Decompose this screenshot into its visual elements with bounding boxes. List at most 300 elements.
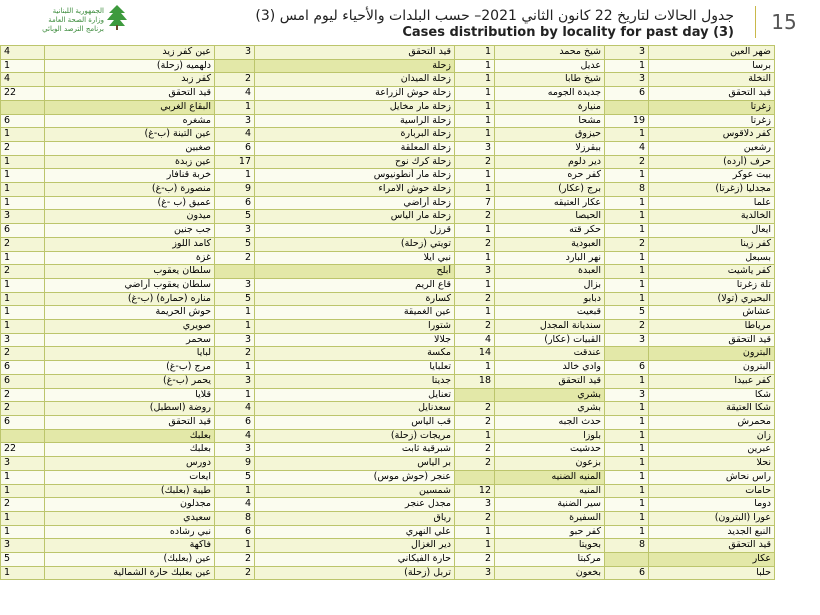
locality-cell: مجدل عنجر [255,498,455,512]
count-cell: 1 [455,128,495,142]
table-row [1,566,775,580]
table-row [1,388,775,402]
locality-cell: نحلا [649,457,775,471]
count-cell: 4 [605,141,649,155]
table-row [1,292,775,306]
locality-cell: كفر زينا [649,237,775,251]
table-row [1,374,775,388]
locality-cell: زحلة مار أنطونيوس [255,169,455,183]
count-cell: 1 [455,251,495,265]
table-row [1,251,775,265]
locality-cell: غزة [45,251,215,265]
locality-cell: أبلح [255,265,455,279]
count-cell: 4 [1,46,45,60]
count-cell [215,59,255,73]
locality-cell: سير الضنية [495,498,605,512]
count-cell: 3 [455,566,495,580]
locality-cell: قيد التحقق [45,87,215,101]
table-row [1,470,775,484]
count-cell: 2 [1,402,45,416]
locality-cell: عندقت [495,347,605,361]
logo-line-3: برنامج الترصد الوبائي [42,25,104,33]
locality-cell: دير دلوم [495,155,605,169]
locality-cell: العبودية [495,237,605,251]
count-cell: 2 [1,388,45,402]
count-cell: 5 [605,306,649,320]
locality-cell: خربة قنافار [45,169,215,183]
locality-cell: بشري [495,388,605,402]
locality-cell: شيخ محمد [495,46,605,60]
table-row [1,402,775,416]
table-row [1,224,775,238]
table-row [1,128,775,142]
locality-cell: نبي ايلا [255,251,455,265]
count-cell: 2 [455,292,495,306]
count-cell: 1 [215,388,255,402]
locality-cell: زغرتا [649,114,775,128]
locality-cell: دوما [649,498,775,512]
locality-cell: قيد التحقق [495,374,605,388]
count-cell: 4 [215,402,255,416]
count-cell: 2 [1,141,45,155]
count-cell: 1 [605,470,649,484]
count-cell: 1 [605,251,649,265]
ministry-logo [8,4,128,36]
table-row [1,155,775,169]
locality-cell: ايعات [45,470,215,484]
locality-cell: زحلة مار الياس [255,210,455,224]
locality-cell: حكر قته [495,224,605,238]
locality-cell: حامات [649,484,775,498]
locality-cell: شبرقية ثابت [255,443,455,457]
locality-cell: كسارة [255,292,455,306]
locality-cell: مريجات (زحلة) [255,429,455,443]
locality-cell: عين زبدة [45,155,215,169]
count-cell: 2 [605,320,649,334]
count-cell: 1 [605,374,649,388]
locality-cell: بزعون [495,457,605,471]
locality-cell: دبابو [495,292,605,306]
locality-cell: جديتا [255,374,455,388]
count-cell: 1 [455,169,495,183]
locality-cell: منيارة [495,100,605,114]
locality-cell: زان [649,429,775,443]
count-cell [605,100,649,114]
locality-cell: البحيري (تولا) [649,292,775,306]
locality-cell: سلطان يعقوب أراضي [45,278,215,292]
count-cell: 3 [215,443,255,457]
locality-cell: حيزوق [495,128,605,142]
locality-cell: سلطان يعقوب [45,265,215,279]
count-cell: 1 [455,100,495,114]
locality-cell: صغبين [45,141,215,155]
locality-cell: مشغره [45,114,215,128]
locality-cell: بزال [495,278,605,292]
locality-cell: حارة الفيكاني [255,553,455,567]
count-cell: 1 [605,457,649,471]
count-cell: 1 [605,128,649,142]
locality-cell: عين (بعلبك) [45,553,215,567]
locality-cell: شكا [649,388,775,402]
count-cell: 19 [605,114,649,128]
count-cell: 1 [605,429,649,443]
locality-cell: القبيات (عكار) [495,333,605,347]
count-cell: 1 [1,511,45,525]
title-arabic: جدول الحالات لتاريخ 22 كانون الثاني 2021– حسب البلدات والأحياء ليوم امس (3) [255,8,734,24]
count-cell: 5 [215,237,255,251]
table-row [1,46,775,60]
count-cell: 2 [455,415,495,429]
count-cell: 3 [1,457,45,471]
count-cell: 2 [455,237,495,251]
locality-cell: زحلة أراضي [255,196,455,210]
locality-cell: زحلة البربارة [255,128,455,142]
locality-cell: حوش الحريمة [45,306,215,320]
count-cell: 3 [605,333,649,347]
count-cell: 1 [1,278,45,292]
locality-cell: الحيصا [495,210,605,224]
locality-cell: البترون [649,361,775,375]
count-cell: 22 [1,87,45,101]
table-row [1,498,775,512]
count-cell: 1 [455,46,495,60]
count-cell: 1 [455,525,495,539]
table-row [1,429,775,443]
count-cell: 6 [215,415,255,429]
locality-cell: حدث الجبه [495,415,605,429]
count-cell: 1 [455,539,495,553]
count-cell: 2 [605,237,649,251]
locality-cell: ببقرزلا [495,141,605,155]
count-cell: 1 [215,539,255,553]
locality-cell: روضة (اسطبل) [45,402,215,416]
locality-cell: بحويتا [495,539,605,553]
count-cell: 1 [215,484,255,498]
count-cell: 8 [605,183,649,197]
count-cell: 1 [455,224,495,238]
count-cell: 9 [215,457,255,471]
count-cell: 1 [455,306,495,320]
locality-cell: الخالدية [649,210,775,224]
locality-cell: شتورا [255,320,455,334]
count-cell: 3 [215,114,255,128]
locality-cell: عميق (ب -غ) [45,196,215,210]
table-row [1,100,775,114]
page-number: 15 [755,6,812,38]
count-cell: 1 [455,278,495,292]
locality-cell: ضهر العين [649,46,775,60]
count-cell [605,347,649,361]
count-cell: 4 [215,128,255,142]
table-row [1,484,775,498]
locality-cell: نهر البارد [495,251,605,265]
count-cell: 1 [605,169,649,183]
locality-cell: بشري [495,402,605,416]
locality-cell: راس نحاش [649,470,775,484]
count-cell: 22 [1,443,45,457]
locality-cell: زحلة الميدان [255,73,455,87]
count-cell: 3 [215,278,255,292]
count-cell: 6 [215,196,255,210]
count-cell: 1 [1,470,45,484]
count-cell: 2 [455,402,495,416]
locality-cell: مكسة [255,347,455,361]
count-cell: 5 [1,553,45,567]
cedar-tree-icon [106,4,128,30]
count-cell: 1 [1,169,45,183]
table-row [1,457,775,471]
locality-cell: تعنايل [255,388,455,402]
locality-cell: تعلبايا [255,361,455,375]
locality-cell: بخعون [495,566,605,580]
locality-cell: قيد التحقق [649,333,775,347]
count-cell: 1 [1,59,45,73]
table-row [1,525,775,539]
locality-cell: تلة زغرتا [649,278,775,292]
count-cell: 3 [605,46,649,60]
locality-cell: محمرش [649,415,775,429]
count-cell: 2 [455,155,495,169]
locality-cell: بيت عوكر [649,169,775,183]
count-cell: 8 [215,511,255,525]
locality-cell: بلوزا [495,429,605,443]
count-cell [1,100,45,114]
title-english: Cases distribution by locality for past day (3) [402,25,734,40]
count-cell: 2 [1,237,45,251]
count-cell: 4 [455,333,495,347]
locality-cell: قيد التحقق [649,87,775,101]
count-cell: 1 [455,429,495,443]
count-cell: 2 [215,566,255,580]
locality-cell: المنيه [495,484,605,498]
locality-cell: عكار [649,553,775,567]
table-row [1,59,775,73]
locality-cell: قيد التحقق [255,46,455,60]
locality-cell: سعيدي [45,511,215,525]
locality-cell: البقاع الغربي [45,100,215,114]
table-row [1,196,775,210]
table-row [1,265,775,279]
count-cell: 14 [455,347,495,361]
table-row [1,443,775,457]
locality-cell: عنجر (حوش موس) [255,470,455,484]
locality-cell: جديدة الجومه [495,87,605,101]
count-cell: 2 [605,155,649,169]
count-cell: 3 [215,46,255,60]
locality-cell: زحلة المعلقة [255,141,455,155]
logo-line-2: وزارة الصحة العامة [48,16,104,24]
locality-cell: النبع الجديد [649,525,775,539]
locality-cell: حرف (أرده) [649,155,775,169]
locality-cell: سعدنايل [255,402,455,416]
locality-cell: برسا [649,59,775,73]
count-cell: 2 [215,73,255,87]
count-cell: 2 [455,457,495,471]
count-cell: 2 [1,265,45,279]
count-cell: 1 [1,525,45,539]
locality-cell: صويري [45,320,215,334]
locality-cell: زحلة الراسية [255,114,455,128]
locality-cell: بعلبك [45,429,215,443]
locality-cell: بر الياس [255,457,455,471]
locality-cell: رياق [255,511,455,525]
locality-cell: عديل [495,59,605,73]
count-cell [215,265,255,279]
count-cell: 1 [605,265,649,279]
locality-cell: نبي رشاده [45,525,215,539]
count-cell: 1 [455,59,495,73]
locality-cell: دير الغزال [255,539,455,553]
table-row [1,183,775,197]
count-cell: 8 [605,539,649,553]
count-cell: 1 [605,511,649,525]
count-cell: 18 [455,374,495,388]
count-cell: 1 [455,87,495,101]
count-cell: 4 [215,429,255,443]
locality-cell: عكار العتيقه [495,196,605,210]
locality-cell: مجدليا (زغرتا) [649,183,775,197]
count-cell: 1 [215,320,255,334]
count-cell: 1 [215,100,255,114]
count-cell: 6 [605,361,649,375]
locality-cell: لبايا [45,347,215,361]
count-cell: 1 [215,169,255,183]
count-cell [455,388,495,402]
count-cell: 1 [605,224,649,238]
locality-cell: جب جنين [45,224,215,238]
count-cell: 1 [215,306,255,320]
count-cell [605,553,649,567]
count-cell: 2 [215,553,255,567]
locality-cell: السفيرة [495,511,605,525]
locality-cell: شيخ طابا [495,73,605,87]
count-cell: 1 [1,484,45,498]
count-cell: 6 [1,415,45,429]
table-row [1,306,775,320]
count-cell: 1 [605,292,649,306]
count-cell: 2 [455,443,495,457]
count-cell [1,429,45,443]
count-cell: 1 [455,114,495,128]
count-cell: 6 [215,141,255,155]
table-row [1,539,775,553]
locality-cell: جلالا [255,333,455,347]
count-cell: 1 [1,196,45,210]
locality-cell: شكا العتيقة [649,402,775,416]
count-cell: 2 [215,251,255,265]
count-cell: 6 [1,114,45,128]
table-row [1,114,775,128]
count-cell: 2 [455,320,495,334]
count-cell: 3 [1,539,45,553]
count-cell: 5 [215,292,255,306]
locality-cell: زحلة [255,59,455,73]
cases-table [0,45,775,580]
locality-cell: سنديانة المجدل [495,320,605,334]
locality-cell: سحمر [45,333,215,347]
count-cell: 6 [1,361,45,375]
table-row [1,141,775,155]
locality-cell: قب الياس [255,415,455,429]
locality-cell: علما [649,196,775,210]
locality-cell: كفر حره [495,169,605,183]
count-cell: 17 [215,155,255,169]
count-cell: 2 [1,498,45,512]
locality-cell: مرياطا [649,320,775,334]
locality-cell: عشاش [649,306,775,320]
table-row [1,320,775,334]
table-row [1,511,775,525]
count-cell: 2 [1,347,45,361]
count-cell: 6 [605,566,649,580]
count-cell: 1 [605,484,649,498]
locality-cell: كفر ياشيت [649,265,775,279]
locality-cell: فاكهة [45,539,215,553]
locality-cell: مركبتا [495,553,605,567]
count-cell: 1 [455,73,495,87]
count-cell: 3 [1,333,45,347]
locality-cell: برج (عكار) [495,183,605,197]
locality-cell: كفر عبيدا [649,374,775,388]
count-cell: 1 [1,155,45,169]
locality-cell: مشحا [495,114,605,128]
locality-cell: العبدة [495,265,605,279]
locality-cell: قيد التحقق [45,415,215,429]
locality-cell: تربل (زحلة) [255,566,455,580]
count-cell: 1 [455,183,495,197]
locality-cell: قبعيت [495,306,605,320]
locality-cell: زحلة كرك نوح [255,155,455,169]
locality-cell: كفر دلاقوس [649,128,775,142]
count-cell: 6 [1,224,45,238]
locality-cell: منصورة (ب-غ) [45,183,215,197]
table-row [1,347,775,361]
logo-line-1: الجمهورية اللبنانية [52,7,104,15]
count-cell: 1 [605,210,649,224]
locality-cell: مناره (حمارة) (ب-غ) [45,292,215,306]
locality-cell: عورا (البترون) [649,511,775,525]
count-cell: 2 [215,347,255,361]
locality-cell: كامد اللوز [45,237,215,251]
locality-cell: يحمر (ب-غ) [45,374,215,388]
count-cell: 7 [455,196,495,210]
locality-cell: عين التينة (ب-غ) [45,128,215,142]
table-row [1,415,775,429]
count-cell: 6 [605,87,649,101]
count-cell: 2 [455,210,495,224]
count-cell: 3 [215,224,255,238]
table-row [1,73,775,87]
count-cell: 3 [455,265,495,279]
table-row [1,87,775,101]
table-row [1,237,775,251]
count-cell: 2 [455,511,495,525]
logo-text [14,7,104,34]
locality-cell: كفر حبو [495,525,605,539]
count-cell: 12 [455,484,495,498]
count-cell: 1 [1,251,45,265]
count-cell: 3 [455,498,495,512]
locality-cell: حلبا [649,566,775,580]
count-cell: 1 [605,402,649,416]
locality-cell: زحلة مار مخايل [255,100,455,114]
locality-cell: قرزل [255,224,455,238]
table-row [1,553,775,567]
count-cell: 1 [1,320,45,334]
table-row [1,361,775,375]
count-cell: 9 [215,183,255,197]
count-cell: 1 [1,566,45,580]
